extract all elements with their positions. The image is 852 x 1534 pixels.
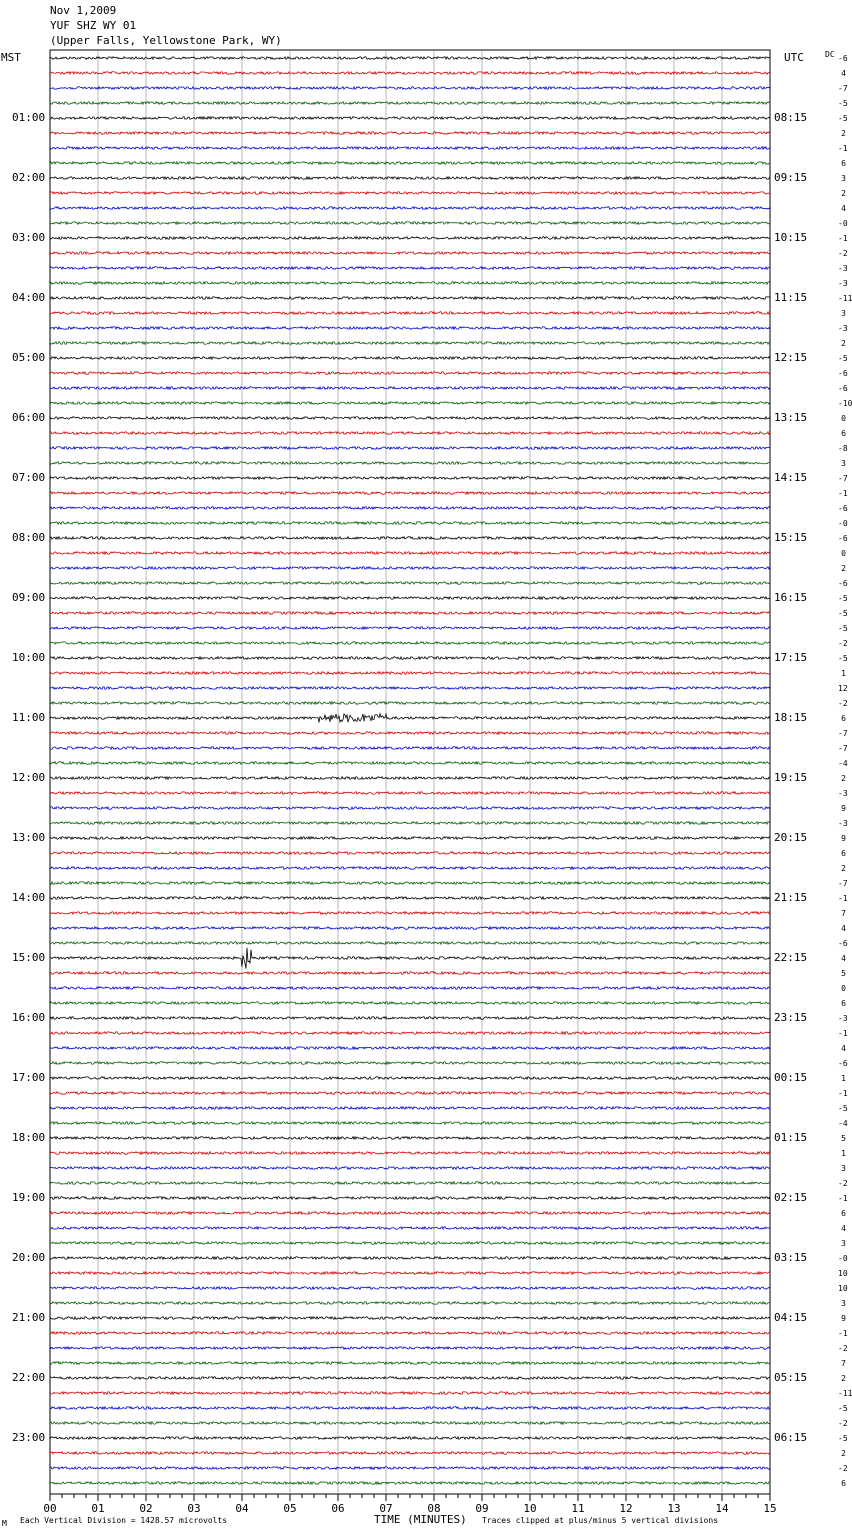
trace-line xyxy=(50,387,770,390)
mst-hour-label: 08:00 xyxy=(12,531,46,544)
utc-hour-label: 09:15 xyxy=(774,171,808,184)
x-axis xyxy=(43,1494,776,1515)
trace-line xyxy=(50,477,770,480)
dc-offset-label: -3 xyxy=(838,264,848,273)
trace-line xyxy=(50,882,770,885)
utc-hour-label: 06:15 xyxy=(774,1431,808,1444)
trace-line xyxy=(50,417,770,420)
dc-offset-label: -7 xyxy=(838,729,848,738)
trace-line xyxy=(50,1017,770,1020)
trace-line xyxy=(50,1362,770,1365)
dc-offset-label: -2 xyxy=(838,639,848,648)
trace-line xyxy=(50,552,770,555)
dc-offset-label: 2 xyxy=(841,774,846,783)
x-tick-label: 00 xyxy=(43,1502,57,1515)
dc-offset-label: -1 xyxy=(838,1329,848,1338)
trace-line xyxy=(50,1377,770,1380)
dc-offset-label: 4 xyxy=(841,69,846,78)
utc-hour-label: 19:15 xyxy=(774,771,808,784)
trace-line xyxy=(50,372,770,375)
dc-offset-label: -5 xyxy=(838,114,848,123)
trace-line xyxy=(50,117,770,120)
trace-line xyxy=(50,777,770,780)
trace-line xyxy=(50,447,770,450)
trace-line xyxy=(50,237,770,240)
dc-offset-label: -1 xyxy=(838,1029,848,1038)
trace-line xyxy=(50,807,770,810)
dc-offset-label: -7 xyxy=(838,879,848,888)
utc-hour-label: 13:15 xyxy=(774,411,808,424)
dc-offset-label: -1 xyxy=(838,1194,848,1203)
x-tick-label: 10 xyxy=(523,1502,537,1515)
mst-hour-label: 20:00 xyxy=(12,1251,46,1264)
trace-line xyxy=(50,102,770,105)
dc-offset-label: -7 xyxy=(838,744,848,753)
trace-layer xyxy=(50,57,770,1485)
trace-line xyxy=(50,1272,770,1275)
dc-offset-label: 1 xyxy=(841,1149,846,1158)
mst-hour-label: 10:00 xyxy=(12,651,46,664)
trace-line xyxy=(50,1242,770,1245)
mst-hour-label: 17:00 xyxy=(12,1071,46,1084)
trace-line xyxy=(50,342,770,345)
trace-line xyxy=(50,837,770,840)
dc-offset-label: 4 xyxy=(841,1224,846,1233)
utc-hour-label: 21:15 xyxy=(774,891,808,904)
dc-offset-label: 9 xyxy=(841,804,846,813)
mst-hour-label: 23:00 xyxy=(12,1431,46,1444)
mst-hour-label: 03:00 xyxy=(12,231,46,244)
trace-line xyxy=(50,1152,770,1155)
dc-offset-label: -3 xyxy=(838,324,848,333)
trace-line xyxy=(50,357,770,360)
trace-line xyxy=(50,597,770,600)
dc-offset-label: -2 xyxy=(838,1419,848,1428)
trace-line xyxy=(50,1167,770,1170)
utc-hour-label: 22:15 xyxy=(774,951,808,964)
mst-hour-label: 13:00 xyxy=(12,831,46,844)
x-tick-label: 09 xyxy=(475,1502,489,1515)
dc-offset-label: -5 xyxy=(838,594,848,603)
trace-line xyxy=(50,327,770,330)
trace-line xyxy=(50,657,770,660)
dc-offset-label: -6 xyxy=(838,1059,848,1068)
trace-line xyxy=(50,792,770,795)
dc-offset-label: -5 xyxy=(838,654,848,663)
mst-hour-label: 02:00 xyxy=(12,171,46,184)
dc-offset-label: 6 xyxy=(841,999,846,1008)
trace-line xyxy=(50,522,770,525)
trace-line xyxy=(50,1137,770,1140)
trace-line xyxy=(50,1062,770,1065)
mst-hour-label: 01:00 xyxy=(12,111,46,124)
trace-line xyxy=(50,147,770,150)
trace-line xyxy=(50,222,770,225)
trace-line xyxy=(50,582,770,585)
trace-line xyxy=(50,1332,770,1335)
dc-offset-label: 0 xyxy=(841,549,846,558)
trace-line xyxy=(50,672,770,675)
trace-line xyxy=(50,627,770,630)
trace-line xyxy=(50,1317,770,1320)
dc-offset-label: -1 xyxy=(838,894,848,903)
trace-line xyxy=(50,312,770,315)
mst-hour-label: 22:00 xyxy=(12,1371,46,1384)
dc-offset-label: 6 xyxy=(841,429,846,438)
dc-offset-label: -2 xyxy=(838,1344,848,1353)
trace-line xyxy=(50,1122,770,1125)
dc-offset-label: 0 xyxy=(841,414,846,423)
header-station: YUF SHZ WY 01 xyxy=(50,19,137,32)
dc-offset-label: 7 xyxy=(841,909,846,918)
trace-line xyxy=(50,207,770,210)
utc-hour-label: 01:15 xyxy=(774,1131,808,1144)
dc-offset-label: -11 xyxy=(838,294,852,303)
x-tick-label: 03 xyxy=(187,1502,201,1515)
dc-offset-label: -8 xyxy=(838,444,848,453)
utc-hour-label: 10:15 xyxy=(774,231,808,244)
mst-hour-label: 09:00 xyxy=(12,591,46,604)
dc-offset-label: -0 xyxy=(838,219,848,228)
dc-offset-label: 7 xyxy=(841,1359,846,1368)
clip-note: Traces clipped at plus/minus 5 vertical divisions xyxy=(482,1516,719,1525)
trace-line xyxy=(50,1047,770,1050)
dc-offset-label: 5 xyxy=(841,969,846,978)
utc-hour-label: 11:15 xyxy=(774,291,808,304)
x-tick-label: 12 xyxy=(619,1502,633,1515)
trace-line xyxy=(50,1392,770,1395)
utc-hour-label: 02:15 xyxy=(774,1191,808,1204)
right-timezone-label: UTC xyxy=(784,51,804,64)
x-tick-label: 05 xyxy=(283,1502,297,1515)
trace-line xyxy=(50,252,770,255)
left-timezone-label: MST xyxy=(1,51,21,64)
dc-offset-label: 1 xyxy=(841,1074,846,1083)
trace-line xyxy=(50,897,770,900)
dc-offset-label: -10 xyxy=(838,399,852,408)
trace-line xyxy=(50,912,770,915)
dc-offset-label: -1 xyxy=(838,144,848,153)
mst-hour-label: 21:00 xyxy=(12,1311,46,1324)
mst-hour-label: 19:00 xyxy=(12,1191,46,1204)
dc-offset-label: 9 xyxy=(841,834,846,843)
x-tick-label: 02 xyxy=(139,1502,153,1515)
dc-offset-label: 2 xyxy=(841,339,846,348)
trace-line xyxy=(50,1347,770,1350)
utc-hour-label: 18:15 xyxy=(774,711,808,724)
dc-offset-label: 6 xyxy=(841,849,846,858)
dc-offset-label: 6 xyxy=(841,1479,846,1488)
trace-line xyxy=(50,1452,770,1455)
trace-line xyxy=(50,987,770,990)
dc-offset-label: -4 xyxy=(838,1119,848,1128)
trace-line xyxy=(50,714,770,723)
dc-offset-label: 4 xyxy=(841,1044,846,1053)
mst-hour-label: 11:00 xyxy=(12,711,46,724)
dc-offset-label: 12 xyxy=(838,684,848,693)
x-tick-label: 06 xyxy=(331,1502,345,1515)
dc-offset-label: -3 xyxy=(838,789,848,798)
dc-offset-label: -5 xyxy=(838,1434,848,1443)
trace-line xyxy=(50,867,770,870)
trace-line xyxy=(50,642,770,645)
x-tick-label: 04 xyxy=(235,1502,249,1515)
mst-hour-label: 07:00 xyxy=(12,471,46,484)
dc-offset-label: -5 xyxy=(838,609,848,618)
x-tick-label: 14 xyxy=(715,1502,729,1515)
grid-layer xyxy=(50,50,770,1494)
trace-line xyxy=(50,822,770,825)
header-location: (Upper Falls, Yellowstone Park, WY) xyxy=(50,34,282,47)
utc-hour-label: 04:15 xyxy=(774,1311,808,1324)
dc-offset-label: -7 xyxy=(838,474,848,483)
dc-offset-label: -11 xyxy=(838,1389,852,1398)
utc-hour-label: 12:15 xyxy=(774,351,808,364)
dc-offset-label: 3 xyxy=(841,1239,846,1248)
trace-line xyxy=(50,507,770,510)
trace-line xyxy=(50,1482,770,1485)
trace-line xyxy=(50,1212,770,1215)
trace-line xyxy=(50,432,770,435)
dc-offset-label: -3 xyxy=(838,279,848,288)
trace-line xyxy=(50,1227,770,1230)
mst-hour-label: 16:00 xyxy=(12,1011,46,1024)
trace-line xyxy=(50,1182,770,1185)
utc-hour-label: 14:15 xyxy=(774,471,808,484)
dc-offset-label: -6 xyxy=(838,384,848,393)
mst-hour-label: 15:00 xyxy=(12,951,46,964)
trace-line xyxy=(50,1407,770,1410)
trace-line xyxy=(50,1032,770,1035)
dc-offset-label: 1 xyxy=(841,669,846,678)
trace-line xyxy=(50,1287,770,1290)
trace-line xyxy=(50,1302,770,1305)
x-tick-label: 01 xyxy=(91,1502,105,1515)
x-axis-title: TIME (MINUTES) xyxy=(374,1513,467,1526)
trace-line xyxy=(50,537,770,540)
dc-offset-label: -3 xyxy=(838,819,848,828)
dc-offset-label: -5 xyxy=(838,354,848,363)
trace-line xyxy=(50,948,770,969)
trace-line xyxy=(50,1107,770,1110)
trace-line xyxy=(50,762,770,765)
trace-line xyxy=(50,687,770,690)
trace-line xyxy=(50,732,770,735)
header-date: Nov 1,2009 xyxy=(50,4,117,17)
trace-line xyxy=(50,747,770,750)
utc-hour-label: 15:15 xyxy=(774,531,808,544)
trace-line xyxy=(50,702,770,705)
dc-offset-label: -2 xyxy=(838,1464,848,1473)
dc-offset-label: 5 xyxy=(841,1134,846,1143)
dc-offset-label: 2 xyxy=(841,564,846,573)
utc-hour-label: 16:15 xyxy=(774,591,808,604)
dc-offset-label: -6 xyxy=(838,369,848,378)
dc-offset-label: -6 xyxy=(838,54,848,63)
trace-line xyxy=(50,192,770,195)
dc-offset-label: 4 xyxy=(841,204,846,213)
dc-offset-label: -1 xyxy=(838,489,848,498)
mst-hour-label: 06:00 xyxy=(12,411,46,424)
trace-line xyxy=(50,972,770,975)
trace-line xyxy=(50,852,770,855)
dc-offset-label: 9 xyxy=(841,1314,846,1323)
trace-line xyxy=(50,162,770,165)
dc-offset-label: -6 xyxy=(838,504,848,513)
dc-offset-label: -5 xyxy=(838,1404,848,1413)
dc-offset-label: -3 xyxy=(838,1014,848,1023)
dc-offset-label: -1 xyxy=(838,234,848,243)
dc-offset-label: 0 xyxy=(841,984,846,993)
trace-line xyxy=(50,942,770,945)
dc-offset-label: 3 xyxy=(841,309,846,318)
trace-line xyxy=(50,1197,770,1200)
dc-offset-label: 2 xyxy=(841,1374,846,1383)
dc-offset-label: -6 xyxy=(838,534,848,543)
dc-offset-label: -5 xyxy=(838,99,848,108)
dc-offset-label: 3 xyxy=(841,1164,846,1173)
dc-offset-label: -0 xyxy=(838,519,848,528)
x-tick-label: 07 xyxy=(379,1502,393,1515)
trace-line xyxy=(50,72,770,75)
x-tick-label: 11 xyxy=(571,1502,585,1515)
dc-offset-label: -1 xyxy=(838,1089,848,1098)
trace-line xyxy=(50,1467,770,1470)
dc-label: DC xyxy=(825,50,835,59)
mst-hour-label: 05:00 xyxy=(12,351,46,364)
utc-hour-label: 03:15 xyxy=(774,1251,808,1264)
dc-offset-label: 2 xyxy=(841,189,846,198)
mst-hour-label: 18:00 xyxy=(12,1131,46,1144)
dc-offset-label: -2 xyxy=(838,249,848,258)
dc-offset-label: -2 xyxy=(838,1179,848,1188)
dc-offset-label: 2 xyxy=(841,1449,846,1458)
mst-hour-label: 04:00 xyxy=(12,291,46,304)
footer-corner-mark: M xyxy=(2,1519,7,1528)
dc-offset-label: -4 xyxy=(838,759,848,768)
trace-line xyxy=(50,87,770,90)
dc-offset-label: -2 xyxy=(838,699,848,708)
vertical-division-note: Each Vertical Division = 1428.57 microvolts xyxy=(20,1516,228,1525)
trace-line xyxy=(50,567,770,570)
utc-hour-label: 00:15 xyxy=(774,1071,808,1084)
trace-line xyxy=(50,1422,770,1425)
trace-line xyxy=(50,612,770,615)
dc-offset-label: 6 xyxy=(841,714,846,723)
dc-offset-label: -6 xyxy=(838,579,848,588)
utc-hour-label: 05:15 xyxy=(774,1371,808,1384)
utc-hour-label: 08:15 xyxy=(774,111,808,124)
dc-offset-label: 4 xyxy=(841,954,846,963)
dc-offset-label: -5 xyxy=(838,624,848,633)
trace-line xyxy=(50,57,770,60)
dc-offset-label: -7 xyxy=(838,84,848,93)
mst-hour-label: 12:00 xyxy=(12,771,46,784)
trace-line xyxy=(50,1002,770,1005)
dc-offset-label: -0 xyxy=(838,1254,848,1263)
dc-offset-label: -5 xyxy=(838,1104,848,1113)
plot-frame xyxy=(50,50,770,1494)
trace-line xyxy=(50,492,770,495)
x-tick-label: 15 xyxy=(763,1502,777,1515)
trace-line xyxy=(50,132,770,135)
dc-offset-label: 10 xyxy=(838,1284,848,1293)
dc-offset-label: 6 xyxy=(841,159,846,168)
dc-offset-label: 2 xyxy=(841,864,846,873)
trace-line xyxy=(50,1437,770,1440)
dc-offset-label: -6 xyxy=(838,939,848,948)
dc-offset-label: 3 xyxy=(841,1299,846,1308)
trace-line xyxy=(50,297,770,300)
x-tick-label: 13 xyxy=(667,1502,681,1515)
dc-offset-label: 4 xyxy=(841,924,846,933)
dc-offset-label: 3 xyxy=(841,459,846,468)
trace-line xyxy=(50,1257,770,1260)
utc-hour-label: 23:15 xyxy=(774,1011,808,1024)
utc-hour-label: 20:15 xyxy=(774,831,808,844)
trace-line xyxy=(50,267,770,270)
trace-line xyxy=(50,1092,770,1095)
trace-line xyxy=(50,1077,770,1080)
dc-offset-label: 2 xyxy=(841,129,846,138)
trace-line xyxy=(50,462,770,465)
trace-line xyxy=(50,402,770,405)
utc-hour-label: 17:15 xyxy=(774,651,808,664)
dc-offset-label: 6 xyxy=(841,1209,846,1218)
dc-offset-label: 10 xyxy=(838,1269,848,1278)
trace-line xyxy=(50,282,770,285)
dc-offset-label: 3 xyxy=(841,174,846,183)
mst-hour-label: 14:00 xyxy=(12,891,46,904)
x-tick-label: 08 xyxy=(427,1502,441,1515)
trace-line xyxy=(50,177,770,180)
trace-line xyxy=(50,927,770,930)
